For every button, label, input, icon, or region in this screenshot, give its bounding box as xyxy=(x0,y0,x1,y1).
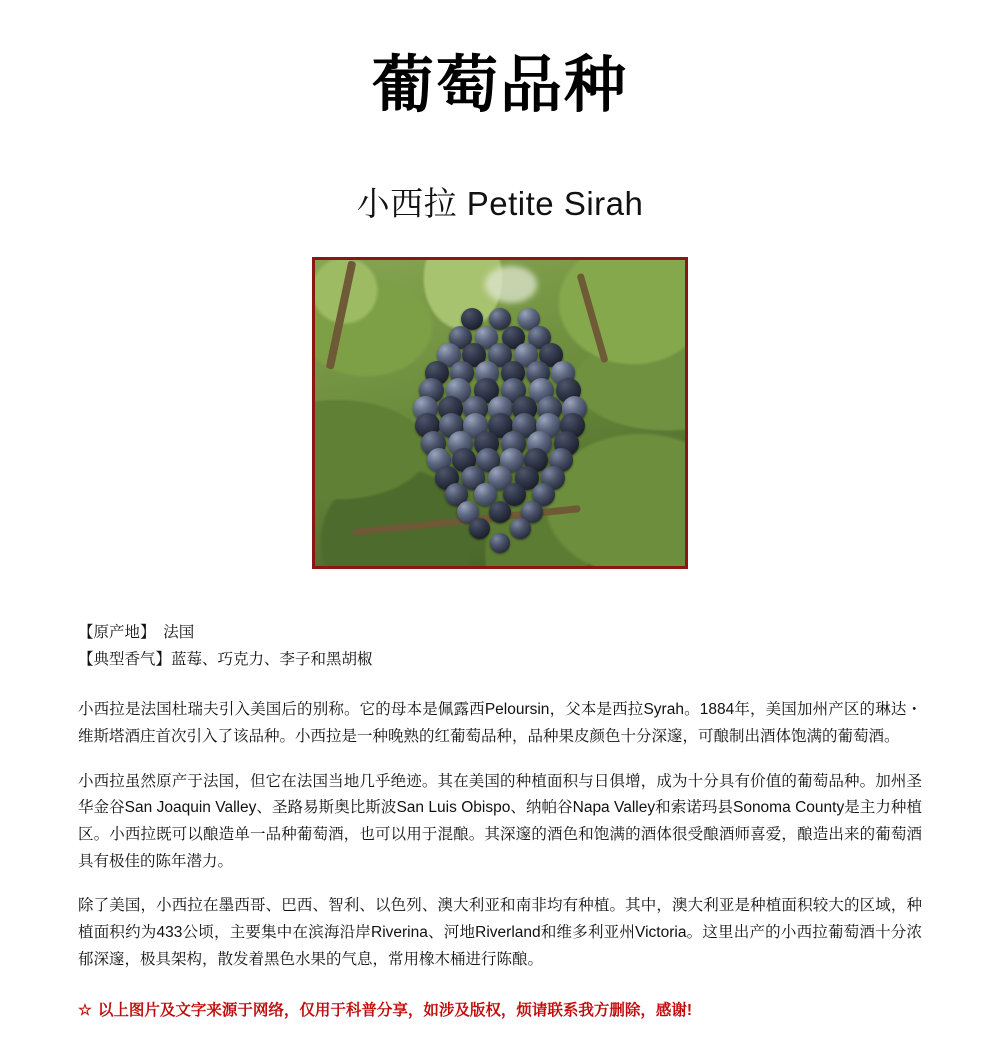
grape-berry xyxy=(510,518,531,539)
star-icon: ☆ xyxy=(78,1002,92,1020)
body-text xyxy=(78,697,922,973)
paragraph-3: 除了美国，小西拉在墨西哥、巴西、智利、以色列、澳大利亚和南非均有种植。其中，澳大利亚是种植面积较大的区域，种植面积约为433公顷，主要集中在滨海沿岸Riverina、河地Riverland和维多利亚州Victoria。这里出产的小西拉葡萄酒十分浓郁深邃，极具架构，散发着黑色水果的气息，常用橡木桶进行陈酿。 xyxy=(78,897,922,968)
sky-gap xyxy=(485,266,537,303)
grape-berry xyxy=(490,533,510,553)
footnote-text: 以上图片及文字来源于网络，仅用于科普分享，如涉及版权，烦请联系我方删除，感谢! xyxy=(97,1002,693,1020)
copyright-footnote xyxy=(78,999,1000,1024)
paragraph-2: 小西拉虽然原产于法国，但它在法国当地几乎绝迹。其在美国的种植面积与日俱增，成为十分具有价值的葡萄品种。加州圣华金谷San Joaquin Valley、圣路易斯奥比斯波San Luis Obispo、纳帕谷Napa Valley和索诺玛县Sonoma County是主力种植区。小西拉既可以酿造单一品种葡萄酒，也可以用于混酿。其深邃的酒色和饱满的酒体很受酿酒师喜爱，酿造出来的葡萄酒具有极佳的陈年潜力。 xyxy=(78,772,922,870)
fact-aroma: 【典型香气】蓝莓、巧克力、李子和黑胡椒 xyxy=(78,651,373,669)
page-title: 葡萄品种 xyxy=(371,51,628,120)
fact-origin: 【原产地】 法国 xyxy=(78,624,195,642)
grape-berry xyxy=(469,518,490,539)
variety-subtitle: 小西拉 Petite Sirah xyxy=(356,185,644,223)
petite-sirah-grape-cluster-photo xyxy=(312,257,688,569)
photo-inner xyxy=(315,260,685,566)
grape-berry xyxy=(489,501,511,523)
paragraph-1: 小西拉是法国杜瑞夫引入美国后的别称。它的母本是佩露西Peloursin，父本是西拉Syrah。1884年，美国加州产区的琳达・维斯塔酒庄首次引入了该品种。小西拉是一种晚熟的红葡萄品种，品种果皮颜色十分深邃，可酿制出酒体饱满的葡萄酒。 xyxy=(78,701,922,746)
origin-aroma-facts xyxy=(78,619,1000,673)
grape-cluster xyxy=(405,303,595,553)
